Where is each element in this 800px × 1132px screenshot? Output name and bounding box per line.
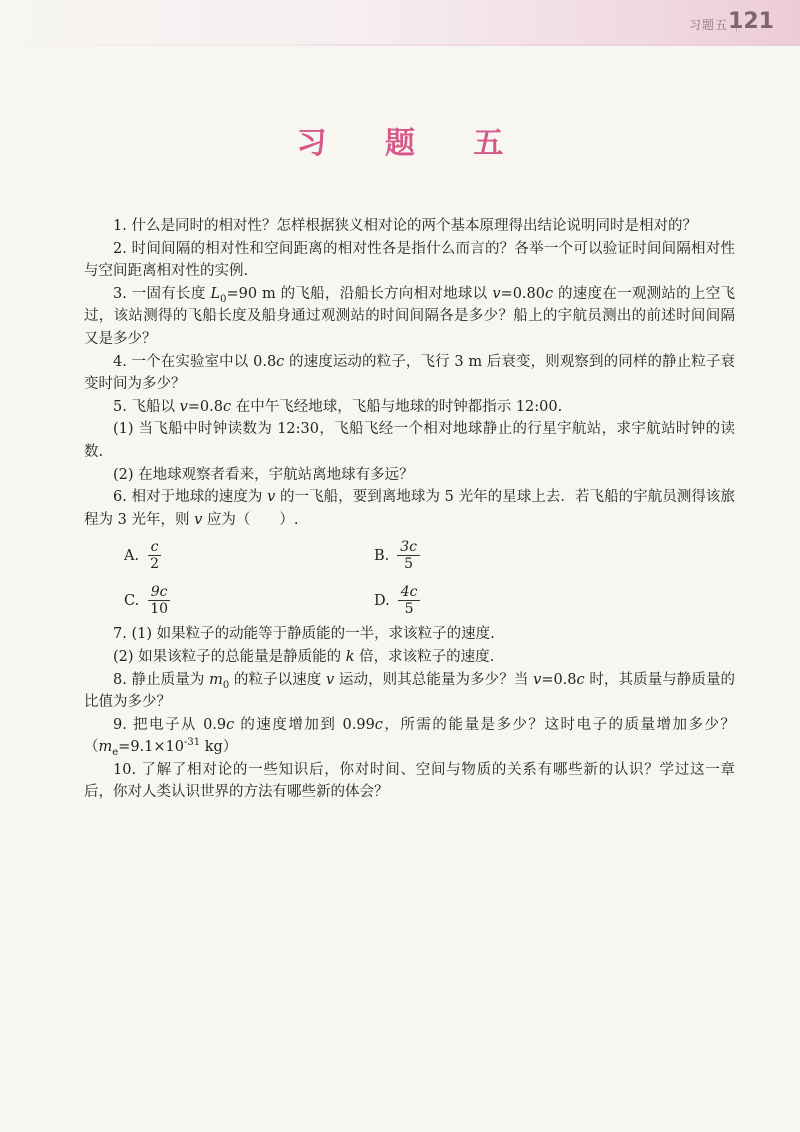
fraction-c: $\frac{9c}{10}$ xyxy=(147,584,171,617)
question-8: 8. 静止质量为 $m_0$ 的粒子以速度 v 运动，则其总能量为多少？当 v=0.8c 时，其质量与静质量的比值为多少？ xyxy=(84,671,736,711)
page-number: 121 xyxy=(728,9,774,34)
question-6-options xyxy=(84,539,735,617)
fraction-d: $\frac{4c}{5}$ xyxy=(398,584,421,617)
option-d: D. $\frac{4c}{5}$ xyxy=(374,584,624,617)
exercise-list xyxy=(84,215,735,804)
question-9: 9. 把电子从 0.9c 的速度增加到 0.99c，所需的能量是多少？这时电子的质量增加多少？（$m_e=9.1\times 10^{-31}$ kg） xyxy=(84,716,735,759)
header-section-label: 习题五 xyxy=(688,18,728,32)
option-a: A. $\frac{c}{2}$ xyxy=(124,539,374,572)
question-7-part-1: 7. (1) 如果粒子的动能等于静质能的一半，求该粒子的速度. xyxy=(113,626,495,643)
option-b: B. $\frac{3c}{5}$ xyxy=(374,539,624,572)
question-1: 1. 什么是同时的相对性？怎样根据狭义相对论的两个基本原理得出结论说明同时是相对的？ xyxy=(113,218,697,234)
question-7-part-2: (2) 如果该粒子的总能量是静质能的 k 倍，求该粒子的速度. xyxy=(113,648,495,665)
question-5-part-2: (2) 在地球观察者看来，宇航站离地球有多远？ xyxy=(113,466,414,483)
page-title: 习 题 五 xyxy=(296,126,528,161)
question-5: 5. 飞船以 v=0.8c 在中午飞经地球，飞船与地球的时钟都指示 12:00. xyxy=(113,398,563,415)
question-6: 6. 相对于地球的速度为 v 的一飞船，要到离地球为 5 光年的星球上去．若飞船的宇航员测得该旅程为 3 光年，则 v 应为（ ）. xyxy=(84,489,735,528)
fraction-b: $\frac{3c}{5}$ xyxy=(397,539,420,572)
question-2: 2. 时间间隔的相对性和空间距离的相对性各是指什么而言的？各举一个可以验证时间间隔相对性与空间距离相对性的实例. xyxy=(84,240,735,280)
page-header-band xyxy=(0,0,800,44)
question-10: 10. 了解了相对论的一些知识后，你对时间、空间与物质的关系有哪些新的认识？学过这一章后，你对人类认识世界的方法有哪些新的体会？ xyxy=(84,761,735,801)
question-5-part-1: (1) 当飞船中时钟读数为 12:30，飞船飞经一个相对地球静止的行星宇航站，求宇航站时钟的读数. xyxy=(84,421,735,460)
option-c: C. $\frac{9c}{10}$ xyxy=(124,584,374,617)
question-3: 3. 一固有长度 $L_0=90$ m 的飞船，沿船长方向相对地球以 v=0.80c 的速度在一观测站的上空飞过，该站测得的飞船长度及船身通过观测站的时间间隔各是多少？船上的宇航员测出的前述时间间隔又是多少？ xyxy=(84,285,736,347)
question-4: 4. 一个在实验室中以 0.8c 的速度运动的粒子，飞行 3 m 后衰变，则观察到的同样的静止粒子衰变时间为多少？ xyxy=(84,353,735,393)
fraction-a: $\frac{c}{2}$ xyxy=(147,539,162,572)
